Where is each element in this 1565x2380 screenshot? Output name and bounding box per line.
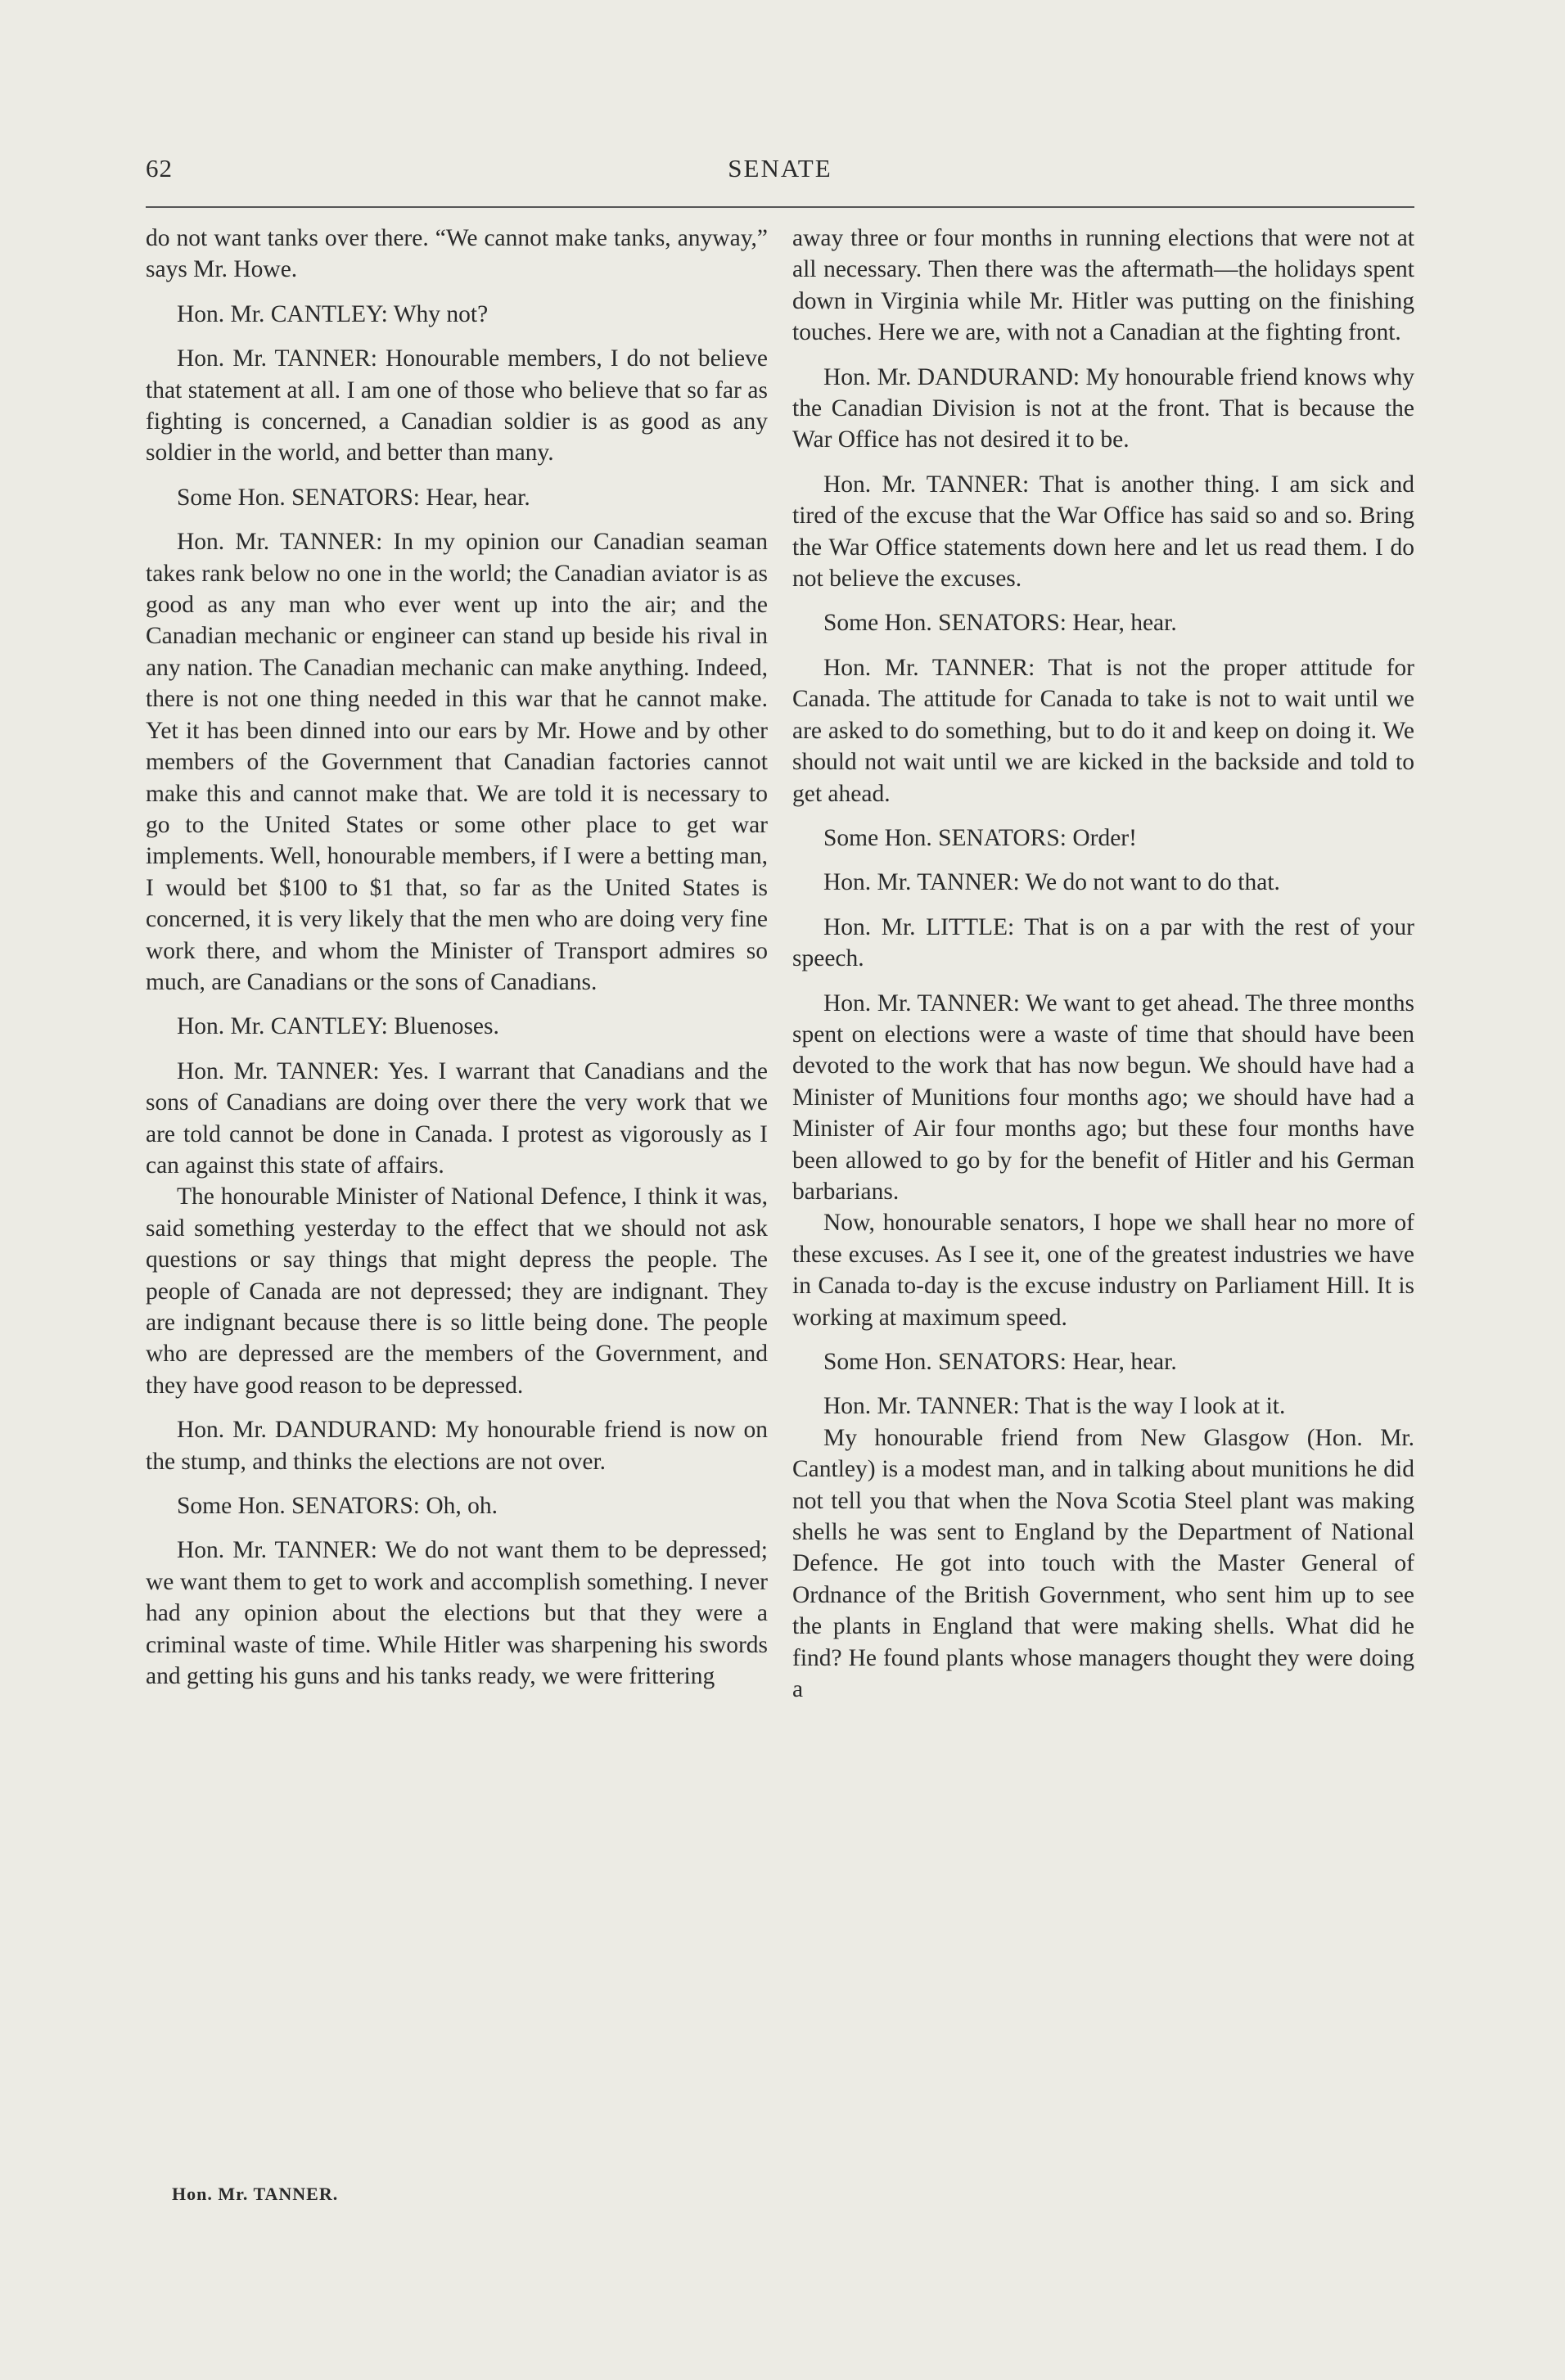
running-title: SENATE	[728, 154, 832, 183]
paragraph: Hon. Mr. TANNER: We want to get ahead. The three months spent on elections were a waste of time that should have been devoted to the work that has now begun. We should have had a Minister of Munitions four months ago; we should have had a Minister of Air four months ago; but these four months have been allowed to go by for the benefit of Hitler and his German barbarians.	[792, 989, 1414, 1205]
paragraph: Hon. Mr. DANDURAND: My honourable friend knows why the Canadian Division is not at the front. That is because the War Office has not desired it to be.	[792, 363, 1414, 453]
paragraph: Some Hon. SENATORS: Hear, hear.	[823, 610, 1177, 637]
paragraph: Hon. Mr. TANNER: We do not want them to be depressed; we want them to get to work and accomplish something. I never had any opinion about the elections but that they were a criminal waste of time. While Hitler was sharpening his swords and getting his guns and his tanks ready, we were frittering	[146, 1537, 768, 1690]
paragraph: Some Hon. SENATORS: Hear, hear.	[177, 484, 530, 511]
header-rule	[146, 206, 1414, 208]
paragraph: Hon. Mr. DANDURAND: My honourable friend is now on the stump, and thinks the elections are not over.	[146, 1417, 768, 1475]
paragraph: Now, honourable senators, I hope we shall hear no more of these excuses. As I see it, one of the greatest industries we have in Canada to-day is the excuse industry on Parliament Hill. It is working at maximum speed.	[792, 1210, 1414, 1331]
paragraph: The honourable Minister of National Defence, I think it was, said something yesterday to the effect that we should not ask questions or say things that might depress the people. The people of Canada are not depressed; they are indignant. They are indignant because there is so little being done. The people who are depressed are the members of the Government, and they have good reason to be depressed.	[146, 1183, 768, 1399]
paragraph: do not want tanks over there. “We cannot make tanks, anyway,” says Mr. Howe.	[146, 225, 768, 283]
page-header	[146, 154, 1414, 190]
paragraph: Some Hon. SENATORS: Oh, oh.	[177, 1493, 498, 1520]
paragraph: Hon. Mr. TANNER: In my opinion our Canadian seaman takes rank below no one in the world; the Canadian aviator is as good as any man who ever went up into the air; and the Canadian mechanic or engineer can stand up beside his rival in any nation. The Canadian mechanic can make anything. Indeed, there is not one thing needed in this war that he cannot make. Yet it has been dinned into our ears by Mr. Howe and by other members of the Government that Canadian factories cannot make this and cannot make that. We are told it is necessary to go to the United States or some other place to get war implements. Well, honourable members, if I were a betting man, I would bet $100 to $1 that, so far as the United States is concerned, it is very likely that the men who are doing very fine work there, and whom the Minister of Transport admires so much, are Canadians or the sons of Canadians.	[146, 529, 768, 995]
page-number: 62	[146, 154, 173, 183]
paragraph: Hon. Mr. CANTLEY: Why not?	[177, 300, 489, 327]
paragraph: Hon. Mr. LITTLE: That is on a par with the rest of your speech.	[792, 913, 1414, 972]
paragraph: Hon. Mr. TANNER: Yes. I warrant that Canadians and the sons of Canadians are doing over there the very work that we are told cannot be done in Canada. I protest as vigorously as I can against this state of affairs.	[146, 1057, 768, 1179]
paragraph: away three or four months in running elections that were not at all necessary. Then there was the aftermath—the holidays spent down in Virginia while Mr. Hitler was putting on the finishing touches. Here we are, with not a Canadian at the fighting front.	[792, 225, 1414, 346]
paragraph: Some Hon. SENATORS: Order!	[823, 824, 1137, 851]
paragraph: Hon. Mr. TANNER: That is another thing. I am sick and tired of the excuse that the War Office has said so and so. Bring the War Office statements down here and let us read them. I do not believe the excuses.	[792, 471, 1414, 593]
right-column	[792, 223, 1414, 1718]
paragraph: Hon. Mr. CANTLEY: Bluenoses.	[177, 1013, 499, 1040]
left-column	[146, 223, 768, 1705]
paragraph: My honourable friend from New Glasgow (Hon. Mr. Cantley) is a modest man, and in talking about munitions he did not tell you that when the Nova Scotia Steel plant was making shells he was sent to England by the Department of National Defence. He got into touch with the Master General of Ordnance of the British Government, who sent him up to see the plants in England that were making shells. What did he find? He found plants whose managers thought they were doing a	[792, 1424, 1414, 1703]
paragraph: Hon. Mr. TANNER: Honourable members, I do not believe that statement at all. I am one of those who believe that so far as fighting is concerned, a Canadian soldier is as good as any soldier in the world, and better than many.	[146, 345, 768, 467]
paragraph: Hon. Mr. TANNER: We do not want to do that.	[823, 869, 1280, 896]
paragraph: Some Hon. SENATORS: Hear, hear.	[823, 1349, 1177, 1375]
footer-speaker: Hon. Mr. TANNER.	[172, 2184, 339, 2204]
paragraph: Hon. Mr. TANNER: That is the way I look at it.	[823, 1393, 1286, 1420]
paragraph: Hon. Mr. TANNER: That is not the proper attitude for Canada. The attitude for Canada to take is not to wait until we are asked to do something, but to do it and keep on doing it. We should not wait until we are kicked in the backside and told to get ahead.	[792, 654, 1414, 807]
